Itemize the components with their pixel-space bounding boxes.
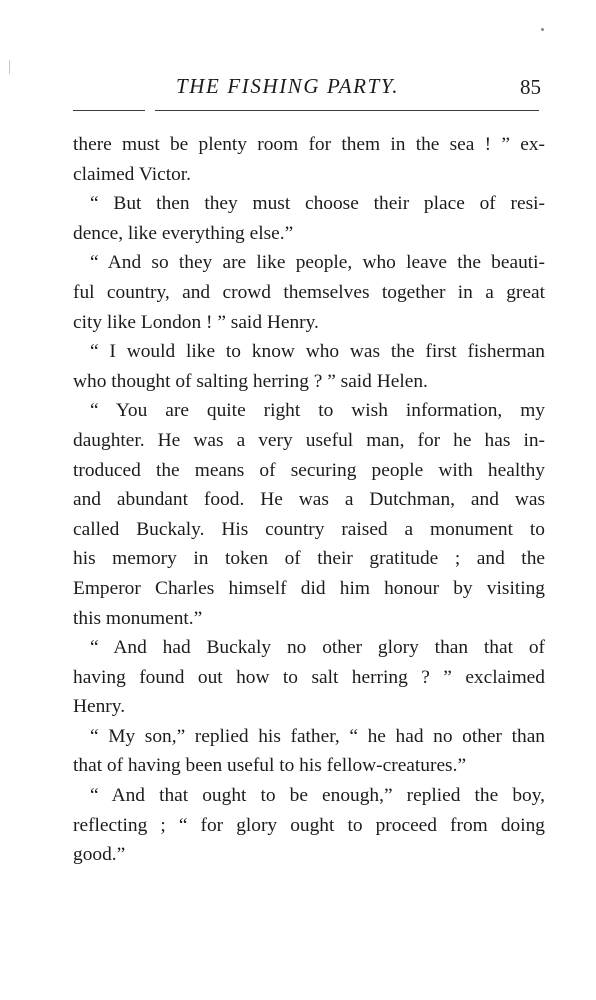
text-line: “ And that ought to be enough,” replied the boy,: [90, 785, 545, 807]
text-line: “ You are quite right to wish information, my: [90, 400, 545, 422]
text-line: that of having been useful to his fellow-creatures.”: [73, 755, 467, 777]
paper-speck: [541, 28, 544, 31]
text-line: “ And so they are like people, who leave the beauti-: [90, 252, 545, 274]
header-rule-left: [73, 110, 145, 111]
text-line: “ But then they must choose their place of resi-: [90, 193, 545, 215]
text-line: reflecting ; “ for glory ought to proceed from doing: [73, 814, 545, 836]
text-line: Henry.: [73, 696, 126, 718]
text-line: troduced the means of securing people with healthy: [73, 459, 545, 481]
running-head: [0, 74, 596, 104]
text-line: having found out how to salt herring ? ” exclaimed: [73, 666, 545, 688]
text-line: this monument.”: [73, 607, 203, 629]
text-line: “ I would like to know who was the first fisherman: [90, 341, 545, 363]
text-line: daughter. He was a very useful man, for he has in-: [73, 429, 545, 451]
text-line: “ And had Buckaly no other glory than that of: [90, 637, 545, 659]
body-text: [73, 130, 545, 870]
text-line: claimed Victor.: [73, 163, 192, 185]
text-line: his memory in token of their gratitude ; and the: [73, 548, 545, 570]
text-line: dence, like everything else.”: [73, 222, 294, 244]
running-title: THE FISHING PARTY.: [176, 74, 400, 98]
text-line: “ My son,” replied his father, “ he had no other than: [90, 725, 545, 747]
text-line: who thought of salting herring ? ” said Helen.: [73, 370, 428, 392]
paper-speck: [9, 60, 10, 74]
text-line: and abundant food. He was a Dutchman, and was: [73, 489, 545, 511]
page-number: 85: [520, 75, 541, 99]
text-line: good.”: [73, 844, 126, 866]
text-line: called Buckaly. His country raised a monument to: [73, 518, 545, 540]
text-line: Emperor Charles himself did him honour by visiting: [73, 577, 545, 599]
text-line: city like London ! ” said Henry.: [73, 311, 319, 333]
text-line: ful country, and crowd themselves together in a great: [73, 281, 545, 303]
text-line: there must be plenty room for them in the sea ! ” ex-: [73, 134, 545, 155]
header-rule-right: [155, 110, 539, 111]
